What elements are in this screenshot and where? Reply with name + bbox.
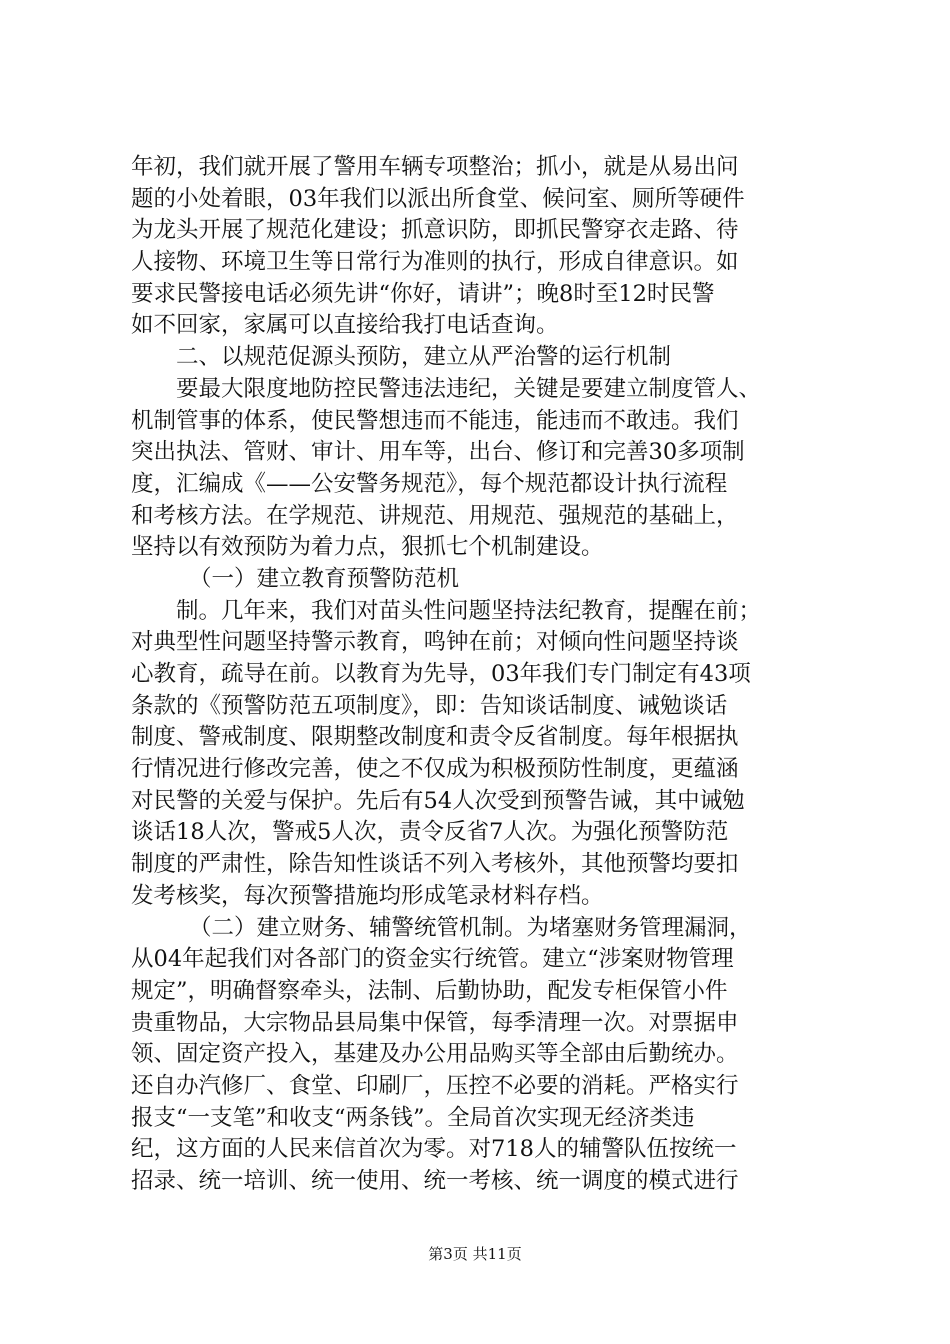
page-number: 第3页 共11页 (428, 1245, 522, 1263)
text-line: 贵重物品，大宗物品县局集中保管，每季清理一次。对票据申 (131, 1009, 739, 1036)
text-line: 制度、警戒制度、限期整改制度和责令反省制度。每年根据执 (131, 724, 739, 751)
text-line: 为龙头开展了规范化建设；抓意识防，即抓民警穿衣走路、待 (131, 217, 739, 244)
text-line: 题的小处着眼，03年我们以派出所食堂、候问室、厕所等硬件 (131, 185, 745, 212)
text-line: 还自办汽修厂、食堂、印刷厂，压控不必要的消耗。严格实行 (131, 1072, 739, 1099)
text-line: 领、固定资产投入，基建及办公用品购买等全部由后勤统办。 (131, 1041, 739, 1068)
text-line: 年初，我们就开展了警用车辆专项整治；抓小，就是从易出问 (131, 154, 739, 180)
body-text (131, 152, 831, 1198)
text-line: 招录、统一培训、统一使用、统一考核、统一调度的模式进行 (131, 1168, 739, 1194)
text-line: 人接物、环境卫生等日常行为准则的执行，形成自律意识。如 (131, 249, 739, 276)
text-line: 纪，这方面的人民来信首次为零。对718人的辅警队伍按统一 (131, 1136, 737, 1163)
text-line: 和考核方法。在学规范、讲规范、用规范、强规范的基础上， (131, 502, 739, 529)
text-line: 要求民警接电话必须先讲“你好，请讲”；晚8时至12时民警 (131, 280, 715, 307)
text-line: 对典型性问题坚持警示教育，鸣钟在前；对倾向性问题坚持谈 (131, 629, 739, 656)
text-line: 条款的《预警防范五项制度》，即：告知谈话制度、诫勉谈话 (131, 692, 728, 719)
text-line: 要最大限度地防控民警违法违纪，关键是要建立制度管人、 (176, 375, 762, 402)
text-line: 谈话18人次，警戒5人次，责令反省7人次。为强化预警防范 (131, 819, 729, 846)
text-line: （二）建立财务、辅警统管机制。为堵塞财务管理漏洞， (189, 914, 752, 941)
text-line: 发考核奖，每次预警措施均形成笔录材料存档。 (131, 882, 604, 909)
text-line: 突出执法、管财、审计、用车等，出台、修订和完善30多项制 (131, 439, 745, 466)
text-line: 坚持以有效预防为着力点，狠抓七个机制建设。 (131, 534, 604, 561)
text-line: 从04年起我们对各部门的资金实行统管。建立“涉案财物管理 (131, 946, 734, 973)
text-line: 心教育，疏导在前。以教育为先导，03年我们专门制定有43项 (131, 661, 751, 687)
text-line: 对民警的关爱与保护。先后有54人次受到预警告诫，其中诫勉 (131, 787, 745, 814)
text-line: 机制管事的体系，使民警想违而不能违，能违而不敢违。我们 (131, 407, 739, 434)
text-line: 规定”，明确督察牵头，法制、后勤协助，配发专柜保管小件 (131, 977, 728, 1004)
subsection-heading: （一）建立教育预警防范机 (189, 565, 460, 592)
text-line: 行情况进行修改完善，使之不仅成为积极预防性制度，更蕴涵 (131, 756, 739, 783)
text-line: 如不回家，家属可以直接给我打电话查询。 (131, 312, 559, 339)
text-line: 报支“一支笔”和收支“两条钱”。全局首次实现无经济类违 (131, 1104, 695, 1131)
text-line: 度，汇编成《——公安警务规范》，每个规范都设计执行流程 (131, 470, 728, 497)
text-line: 制。几年来，我们对苗头性问题坚持法纪教育，提醒在前； (176, 597, 762, 624)
text-line: 制度的严肃性，除告知性谈话不列入考核外，其他预警均要扣 (131, 851, 739, 878)
section-heading: 二、以规范促源头预防，建立从严治警的运行机制 (176, 344, 672, 371)
